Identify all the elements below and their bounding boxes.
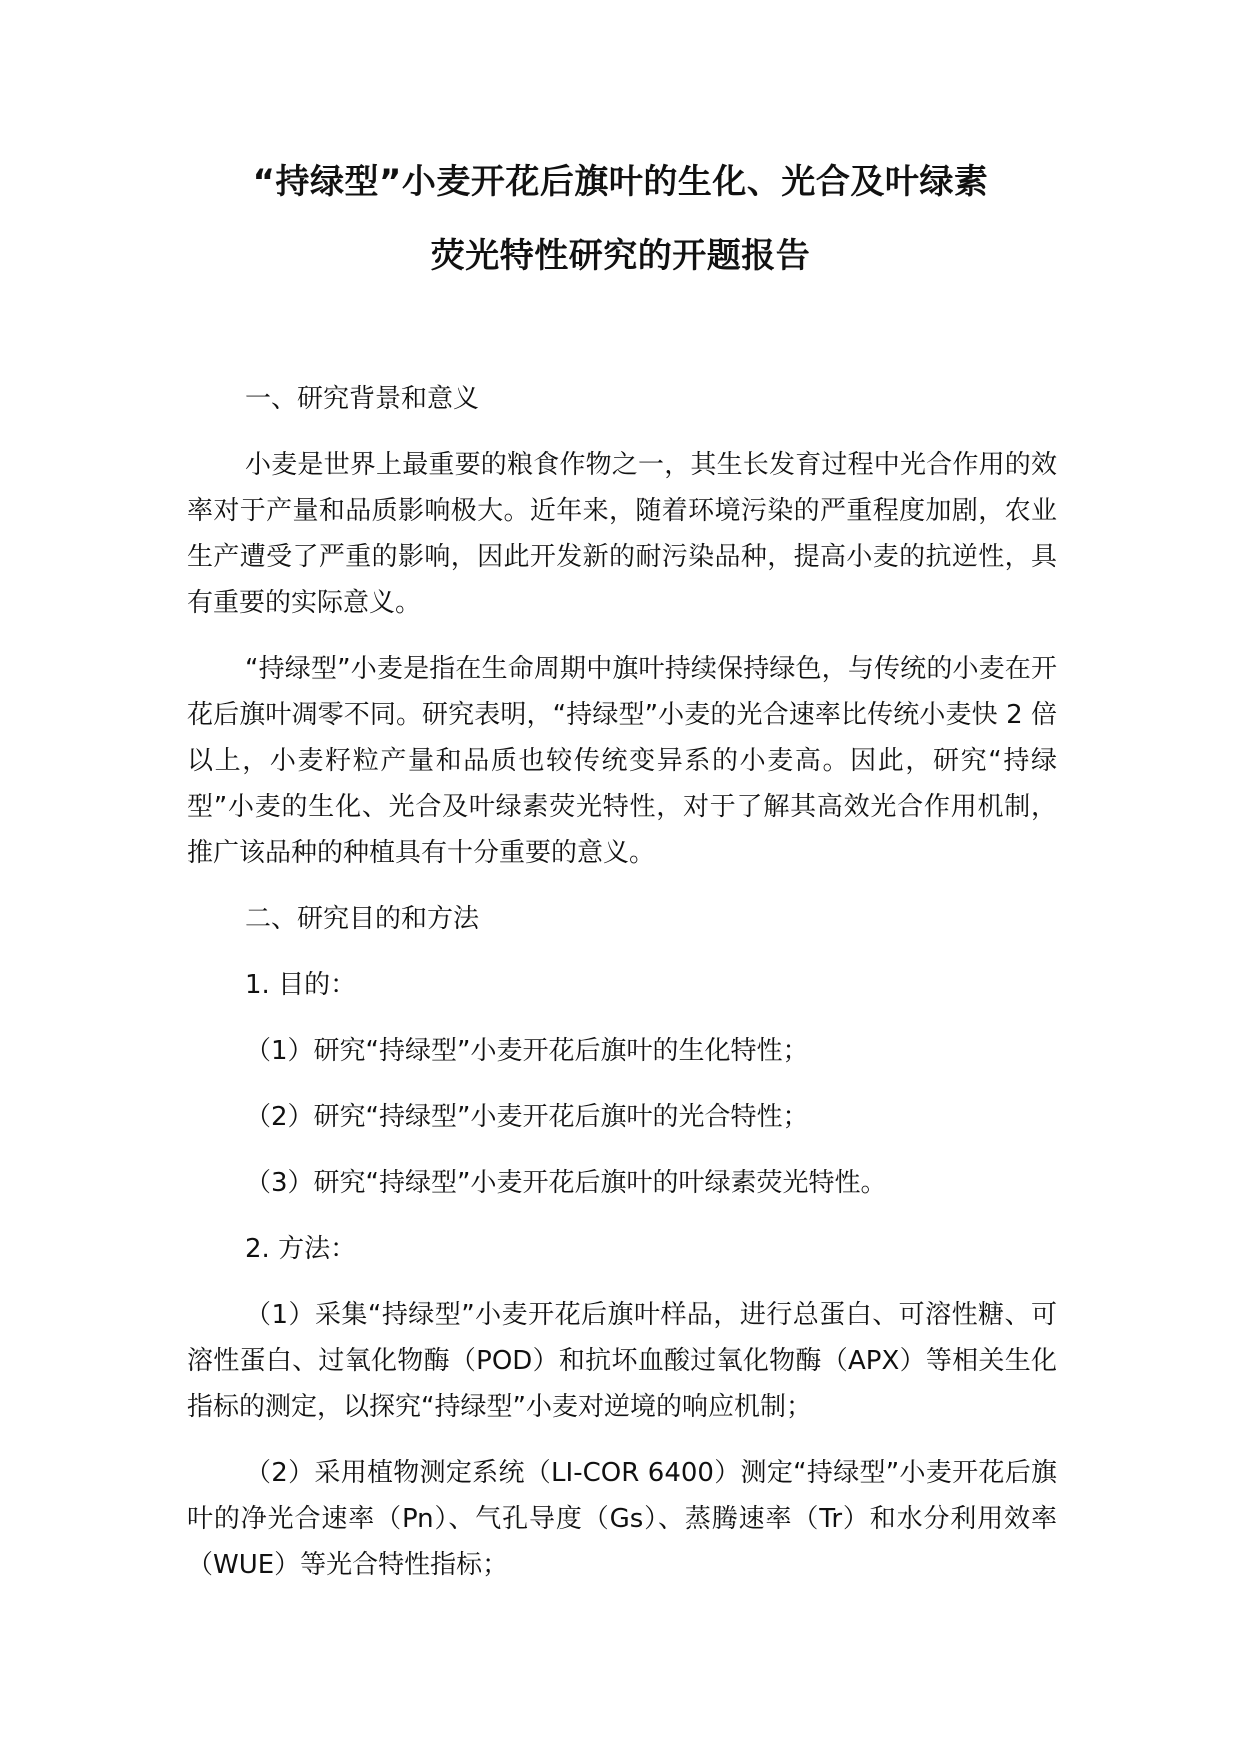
- document-title-line-2: 荧光特性研究的开题报告: [430, 236, 811, 276]
- document-body: [187, 376, 1057, 1608]
- goal-item-2: （2）研究“持绿型”小麦开花后旗叶的光合特性；: [245, 1102, 809, 1132]
- method-item-1: （1）采集“持绿型”小麦开花后旗叶样品，进行总蛋白、可溶性糖、可溶性蛋白、过氧化物酶（POD）和抗坏血酸过氧化物酶（APX）等相关生化指标的测定，以探究“持绿型”小麦对逆境的响应机制；: [187, 1300, 1057, 1422]
- paragraph-stay-green-definition: “持绿型”小麦是指在生命周期中旗叶持续保持绿色，与传统的小麦在开花后旗叶凋零不同。研究表明，“持绿型”小麦的光合速率比传统小麦快 2 倍以上，小麦籽粒产量和品质也较传统变异系的小麦高。因此，研究“持绿型”小麦的生化、光合及叶绿素荧光特性，对于了解其高效光合作用机制，推广该品种的种植具有十分重要的意义。: [187, 654, 1057, 868]
- goal-item-1: （1）研究“持绿型”小麦开花后旗叶的生化特性；: [245, 1036, 809, 1066]
- document-title-line-1: “持绿型”小麦开花后旗叶的生化、光合及叶绿素: [252, 162, 989, 202]
- method-item-2: （2）采用植物测定系统（LI-COR 6400）测定“持绿型”小麦开花后旗叶的净光合速率（Pn）、气孔导度（Gs）、蒸腾速率（Tr）和水分利用效率（WUE）等光合特性指标；: [187, 1458, 1057, 1580]
- paragraph-background: 小麦是世界上最重要的粮食作物之一，其生长发育过程中光合作用的效率对于产量和品质影响极大。近年来，随着环境污染的严重程度加剧，农业生产遭受了严重的影响，因此开发新的耐污染品种，提高小麦的抗逆性，具有重要的实际意义。: [187, 450, 1057, 618]
- section-heading-background: 一、研究背景和意义: [245, 384, 480, 414]
- goal-item-3: （3）研究“持绿型”小麦开花后旗叶的叶绿素荧光特性。: [245, 1168, 887, 1198]
- subheading-goals: 1. 目的：: [245, 970, 357, 1000]
- section-heading-purpose-methods: 二、研究目的和方法: [245, 904, 480, 934]
- subheading-methods: 2. 方法：: [245, 1234, 357, 1264]
